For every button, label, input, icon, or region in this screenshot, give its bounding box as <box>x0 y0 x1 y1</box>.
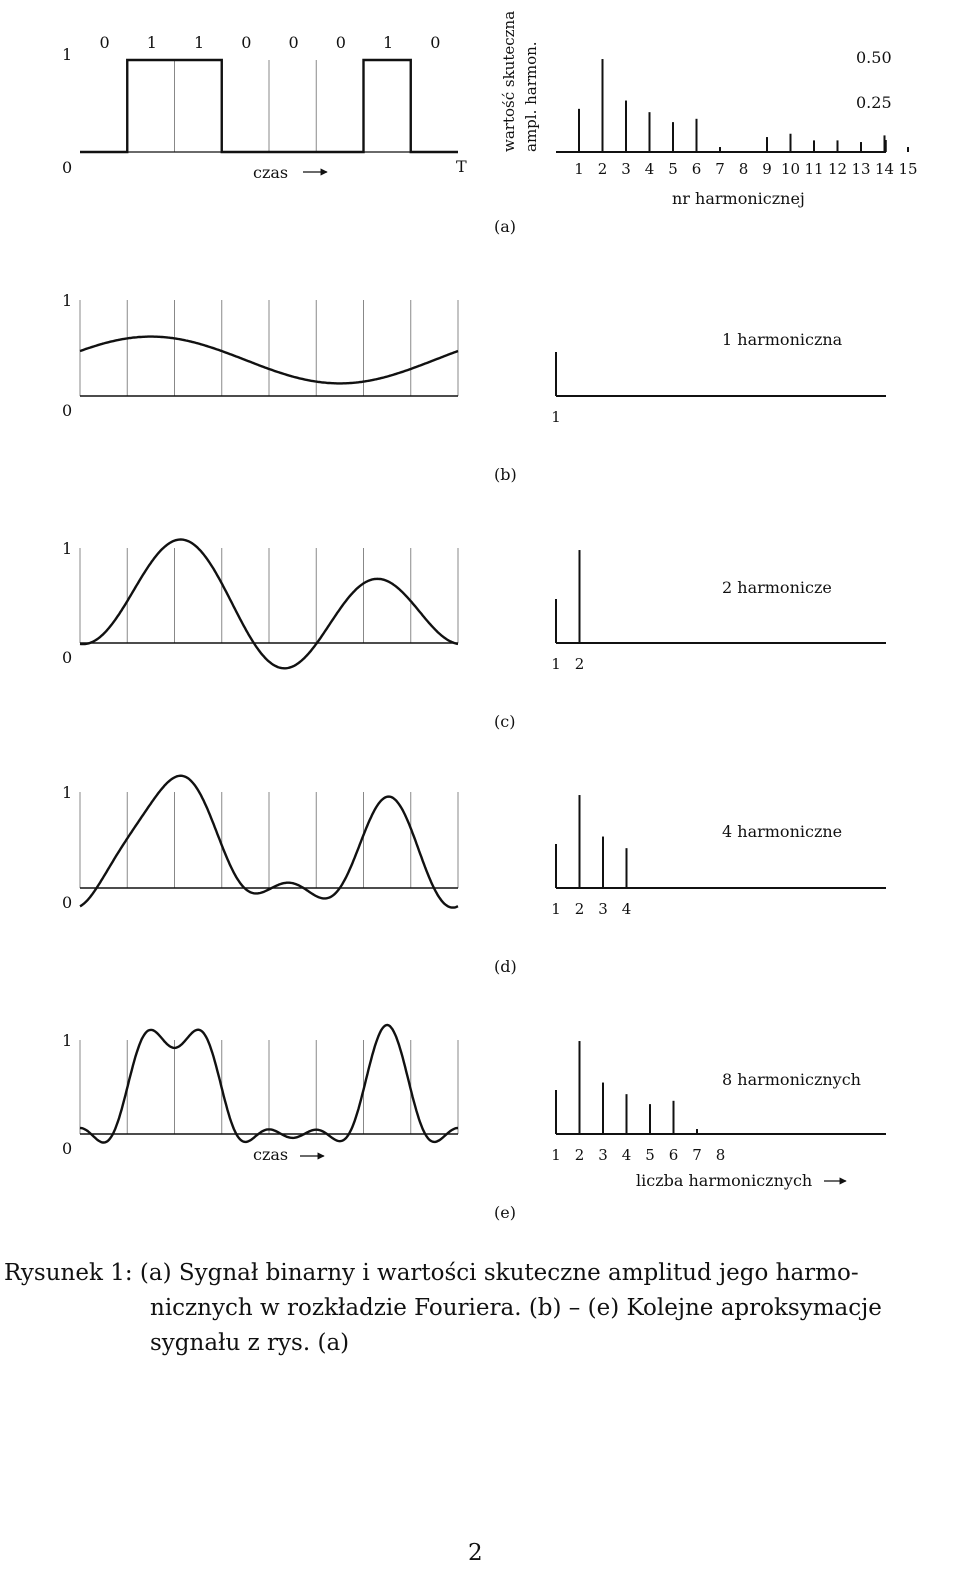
harmonics-legend: 4 harmoniczne <box>722 822 843 841</box>
page-number: 2 <box>468 1540 483 1566</box>
harmonic-number: 8 <box>738 160 749 178</box>
harmonic-number: 10 <box>780 160 801 178</box>
harmonic-tick: 5 <box>645 1146 655 1164</box>
panel-tag: (c) <box>494 712 516 731</box>
caption-line-1: Rysunek 1: (a) Sygnał binarny i wartości skuteczne amplitud jego harmo- <box>4 1260 859 1286</box>
harmonic-tick: 4 <box>621 1146 632 1164</box>
harmonic-number: 7 <box>715 160 725 178</box>
bit-label: 0 <box>430 33 441 52</box>
figure-caption <box>4 1256 956 1361</box>
tick-025: 0.25 <box>856 93 892 112</box>
harmonic-tick: 4 <box>621 900 632 918</box>
panel-a-y-bottom: 0 <box>62 158 73 177</box>
y-top-label: 1 <box>62 1031 73 1050</box>
panel-c <box>62 539 886 731</box>
y-top-label: 1 <box>62 539 73 558</box>
bit-label: 1 <box>383 33 394 52</box>
harmonic-number: 9 <box>762 160 772 178</box>
caption-line-3: sygnału z rys. (a) <box>150 1330 350 1356</box>
time-gridlines <box>127 60 411 152</box>
harmonic-number: 14 <box>874 160 895 178</box>
bit-label: 0 <box>241 33 252 52</box>
time-label: czas <box>253 1145 289 1164</box>
y-bottom-label: 0 <box>62 893 73 912</box>
panel-tag: (e) <box>494 1203 516 1222</box>
harmonics-legend: 1 harmoniczna <box>722 330 843 349</box>
y-top-label: 1 <box>62 291 73 310</box>
y-bottom-label: 0 <box>62 1139 73 1158</box>
period-label: T <box>456 157 467 176</box>
harmonic-tick: 2 <box>574 655 585 673</box>
harmonic-number: 4 <box>644 160 655 178</box>
harmonic-number: 6 <box>691 160 702 178</box>
panel-a <box>62 11 918 236</box>
spectrum-xlabel: nr harmonicznej <box>672 189 805 208</box>
spectrum-ylabel-1: wartość skuteczna <box>500 10 518 152</box>
harmonic-number: 1 <box>574 160 584 178</box>
harmonic-tick: 3 <box>598 1146 608 1164</box>
harmonic-number: 12 <box>827 160 848 178</box>
harmonic-tick: 7 <box>692 1146 702 1164</box>
harmonic-number: 11 <box>804 160 824 178</box>
bit-label: 0 <box>335 33 346 52</box>
caption-line-2: nicznych w rozkładzie Fouriera. (b) – (e) Kolejne aproksymacje <box>150 1295 882 1321</box>
y-bottom-label: 0 <box>62 401 73 420</box>
bit-labels <box>100 33 441 52</box>
panel-tag: (b) <box>494 465 517 484</box>
bit-label: 1 <box>194 33 205 52</box>
panel-a-y-top: 1 <box>62 45 73 64</box>
time-label: czas <box>253 163 289 182</box>
harmonic-tick: 1 <box>551 408 561 426</box>
harmonic-tick: 3 <box>598 900 608 918</box>
bit-label: 0 <box>99 33 110 52</box>
y-bottom-label: 0 <box>62 648 73 667</box>
spectrum-xlabel: liczba harmonicznych <box>636 1171 813 1190</box>
harmonic-number: 3 <box>621 160 631 178</box>
panel-b <box>62 291 886 484</box>
harmonics-legend: 8 harmonicznych <box>722 1070 861 1089</box>
harmonics-legend: 2 harmonicze <box>722 578 832 597</box>
harmonic-number: 15 <box>898 160 918 178</box>
harmonic-tick: 2 <box>574 900 585 918</box>
y-top-label: 1 <box>62 783 73 802</box>
tick-050: 0.50 <box>856 48 892 67</box>
harmonic-tick: 8 <box>715 1146 726 1164</box>
bit-label: 1 <box>146 33 157 52</box>
bit-label: 0 <box>288 33 299 52</box>
panel-a-tag: (a) <box>494 217 517 236</box>
panel-e <box>62 1025 886 1222</box>
harmonic-tick: 1 <box>551 655 561 673</box>
panel-tag: (d) <box>494 957 517 976</box>
harmonic-tick: 6 <box>668 1146 679 1164</box>
harmonic-tick: 1 <box>551 1146 561 1164</box>
panel-d <box>62 776 886 976</box>
harmonic-tick: 2 <box>574 1146 585 1164</box>
harmonic-number: 2 <box>597 160 608 178</box>
harmonic-number-labels <box>574 160 917 178</box>
harmonic-number: 5 <box>668 160 678 178</box>
spectrum-ylabel-2: ampl. harmon. <box>522 41 540 152</box>
harmonic-tick: 1 <box>551 900 561 918</box>
harmonic-number: 13 <box>851 160 871 178</box>
